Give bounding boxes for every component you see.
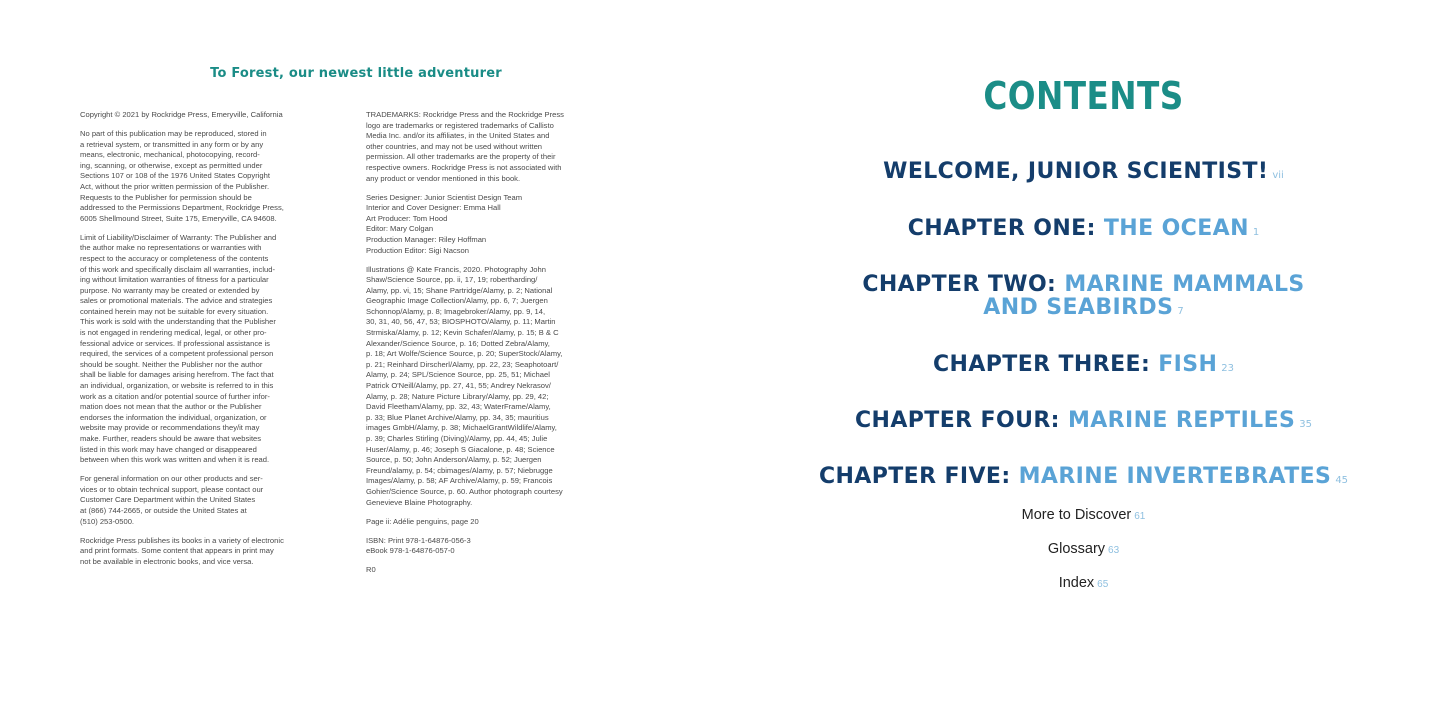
copyright-line: vices or to obtain technical support, please contact our [80,484,264,494]
toc-entry-welcome[interactable] [722,159,1445,184]
toc-entry-label: CHAPTER TWO: [862,272,1065,297]
toc-page-number: 1 [1252,227,1260,238]
copyright-line: other countries, and may not be used without written [366,141,543,151]
toc-entry-label: CHAPTER THREE: [932,352,1159,377]
copyright-paragraph [366,517,628,528]
copyright-line: images GmbH/Alamy, p. 38; MichaelGrantWildlife/Alamy, [366,423,557,433]
copyright-line: Act, without the prior written permission of the Publisher. [80,181,270,191]
copyright-column-left [80,110,346,576]
copyright-line: work as a citation and/or potential source of further infor- [80,391,270,401]
copyright-paragraph [366,536,628,557]
copyright-line: Production Manager: Riley Hoffman [366,234,487,244]
copyright-line: Art Producer: Tom Hood [366,213,448,223]
toc-entry-title: MARINE INVERTEBRATES [1018,464,1332,489]
copyright-line: the author make no representations or warranties with [80,243,262,253]
copyright-line: purpose. No warranty may be created or extended by [80,285,260,295]
copyright-line: addressed to the Permissions Department, Rockridge Press, [80,203,284,213]
toc-entry-label: CHAPTER FOUR: [855,408,1068,433]
toc-entry-title: THE OCEAN [1103,216,1249,241]
toc-entry-chapter-five[interactable] [722,464,1445,489]
copyright-line: Geographic Image Collection/Alamy, pp. 6, 7; Juergen [366,296,548,306]
copyright-line: Interior and Cover Designer: Emma Hall [366,203,501,213]
copyright-line: respective owners. Rockridge Press is not associated with [366,162,562,172]
copyright-paragraph [80,474,346,527]
copyright-line: shall be liable for damages arising herefrom. The fact that [80,370,274,380]
copyright-line: listed in this work may have changed or disappeared [80,444,257,454]
toc-page-number: 45 [1335,475,1349,486]
toc-entry-title: MARINE REPTILES [1067,408,1296,433]
copyright-line: Patrick O'Neill/Alamy, pp. 27, 41, 55; Andrey Nekrasov/ [366,381,551,391]
copyright-column-right [366,110,628,584]
copyright-line: Series Designer: Junior Scientist Design Team [366,192,523,202]
copyright-line: and print formats. Some content that appears in print may [80,546,274,556]
copyright-line: mation does not mean that the author or the Publisher [80,402,262,412]
toc-page-number: 7 [1177,306,1184,317]
copyright-line: ing, scanning, or otherwise, except as permitted under [80,160,263,170]
copyright-line: sales or promotional materials. The advice and strategies [80,296,273,306]
copyright-line: ISBN: Print 978-1-64876-056-3 [366,535,471,545]
copyright-paragraph [80,129,346,224]
copyright-line: logo are trademarks or registered trademarks of Callisto [366,120,554,130]
copyright-line: Alexander/Science Source, p. 16; Dotted Zebra/Alamy, [366,338,550,348]
toc-entry-label: WELCOME, JUNIOR SCIENTIST! [883,159,1269,184]
copyright-line: Genevieve Blaine Photography. [366,497,473,507]
toc-page-number: 23 [1221,363,1235,374]
copyright-line: p. 33; Blue Planet Archive/Alamy, pp. 34, 35; mauritius [366,412,549,422]
copyright-line: p. 21; Reinhard Dirscherl/Alamy, pp. 22, 23; Seaphotoart/ [366,359,559,369]
dedication: To Forest, our newest little adventurer [210,66,502,81]
toc-entry-label: Glossary [1047,541,1106,557]
copyright-line: Sections 107 or 108 of the 1976 United States Copyright [80,171,270,181]
copyright-line: means, electronic, mechanical, photocopying, record- [80,150,260,160]
toc-entry-index[interactable] [722,575,1445,591]
copyright-line: respect to the accuracy or completeness of the contents [80,253,269,263]
toc-page-number: 61 [1134,511,1146,522]
copyright-line: Requests to the Publisher for permission should be [80,192,252,202]
copyright-paragraph [80,536,346,568]
copyright-line: required, the services of a competent professional person [80,349,274,359]
copyright-line: Alamy, p. 28; Nature Picture Library/Alamy, pp. 29, 42; [366,391,549,401]
copyright-paragraph [366,265,628,509]
copyright-line: between when this work was written and when it is read. [80,455,270,465]
copyright-line: Source, p. 50; John Anderson/Alamy, p. 52; Juergen [366,455,542,465]
toc-entry-label: Index [1058,575,1095,591]
toc-entry-title: MARINE MAMMALS [1064,272,1305,297]
copyright-line: 6005 Shellmound Street, Suite 175, Emeryville, CA 94608. [80,213,277,223]
copyright-line: Customer Care Department within the United States [80,495,256,505]
copyright-line: Schonnop/Alamy, p. 8; Imagebroker/Alamy, pp. 9, 14, [366,306,546,316]
copyright-line: TRADEMARKS: Rockridge Press and the Rockridge Press [366,110,564,119]
toc-page-number: 35 [1299,419,1312,430]
toc-entry-chapter-one[interactable] [722,216,1445,241]
toc-entry-chapter-three[interactable] [722,352,1445,377]
copyright-line: Media Inc. and/or its affiliates, in the United States and [366,131,550,141]
copyright-line: Freund/alamy, p. 54; cbimages/Alamy, p. 57; Niebrugge [366,465,553,475]
toc-page-number: 63 [1108,545,1120,556]
copyright-line: Copyright © 2021 by Rockridge Press, Emeryville, California [80,110,283,119]
toc-entry-label: More to Discover [1021,507,1132,523]
toc-entry-title: FISH [1158,352,1218,377]
copyright-line: Strmiska/Alamy, p. 12; Kevin Schafer/Alamy, p. 15; B & C [366,328,559,338]
copyright-line: contained herein may not be suitable for every situation. [80,306,269,316]
copyright-line: website may provide or recommendations they/it may [80,423,260,433]
copyright-paragraph [366,110,628,184]
copyright-line: No part of this publication may be reproduced, stored in [80,128,267,138]
copyright-line: at (866) 744-2665, or outside the United States at [80,505,247,515]
toc-entry-chapter-four[interactable] [722,408,1445,433]
copyright-line: is not engaged in rendering medical, legal, or other pro- [80,328,267,338]
copyright-paragraph [366,565,628,576]
copyright-line: Alamy, pp. vi, 15; Shane Partridge/Alamy, p. 2; National [366,285,553,295]
copyright-line: David Fleetham/Alamy, pp. 32, 43; WaterFrame/Alamy, [366,402,551,412]
copyright-line: Shaw/Science Source, pp. ii, 17, 19; robertharding/ [366,275,538,285]
copyright-line: For general information on our other products and ser- [80,474,263,484]
copyright-line: (510) 253-0500. [80,516,135,526]
copyright-line: permission. All other trademarks are the property of their [366,152,556,162]
copyright-line: Images/Alamy, p. 58; AF Archive/Alamy, p. 59; Francois [366,476,553,486]
copyright-line: 30, 31, 40, 56, 47, 53; BIOSPHOTO/Alamy, p. 11; Martin [366,317,556,327]
copyright-line: not be available in electronic books, and vice versa. [80,556,254,566]
copyright-line: Alamy, p. 24; SPL/Science Source, pp. 25, 51; Michael [366,370,550,380]
toc-entry-label: CHAPTER ONE: [907,216,1104,241]
copyright-line: should be sought. Neither the Publisher nor the author [80,359,263,369]
copyright-line: fessional advice or services. If professional assistance is [80,338,270,348]
copyright-line: Illustrations @ Kate Francis, 2020. Photography John [366,264,546,274]
copyright-line: Huser/Alamy, p. 46; Joseph S Giacalone, p. 48; Science [366,444,555,454]
contents-title: CONTENTS [983,74,1184,118]
toc-entry-chapter-two[interactable] [722,273,1445,323]
copyright-page [0,0,722,727]
contents-page [722,0,1445,727]
copyright-line: ing without limitation warranties of fitness for a particular [80,275,269,285]
toc-entry-glossary[interactable] [722,541,1445,557]
copyright-line: Rockridge Press publishes its books in a variety of electronic [80,535,284,545]
copyright-paragraph [366,193,628,257]
toc-page-number: 65 [1097,579,1109,590]
copyright-line: This work is sold with the understanding that the Publisher [80,317,276,327]
toc-entry-label: CHAPTER FIVE: [818,464,1019,489]
copyright-line: make. Further, readers should be aware that websites [80,434,262,443]
copyright-line: any product or vendor mentioned in this book. [366,173,521,183]
copyright-line: eBook 978-1-64876-057-0 [366,546,455,556]
copyright-line: R0 [366,565,376,575]
copyright-line: Editor: Mary Colgan [366,224,434,234]
copyright-line: an individual, organization, or website is referred to in this [80,381,274,391]
copyright-line: endorses the information the individual, organization, or [80,412,267,422]
copyright-paragraph [80,233,346,466]
copyright-paragraph [80,110,346,121]
toc-page-number: vii [1272,170,1284,181]
copyright-line: Page ii: Adélie penguins, page 20 [366,516,479,526]
toc-entry-more-to-discover[interactable] [722,507,1445,523]
copyright-line: p. 39; Charles Stirling (Diving)/Alamy, pp. 44, 45; Julie [366,434,548,443]
copyright-line: Limit of Liability/Disclaimer of Warranty: The Publisher and [80,232,277,242]
copyright-line: p. 18; Art Wolfe/Science Source, p. 20; SuperStock/Alamy, [366,349,563,359]
copyright-line: Gohier/Science Source, p. 60. Author photograph courtesy [366,486,563,496]
copyright-line: a retrieval system, or transmitted in any form or by any [80,139,264,149]
copyright-line: Production Editor: Sigi Nacson [366,245,469,255]
toc-entry-title-line-2: AND SEABIRDS [983,295,1174,320]
copyright-line: of this work and specifically disclaim all warranties, includ- [80,264,275,274]
